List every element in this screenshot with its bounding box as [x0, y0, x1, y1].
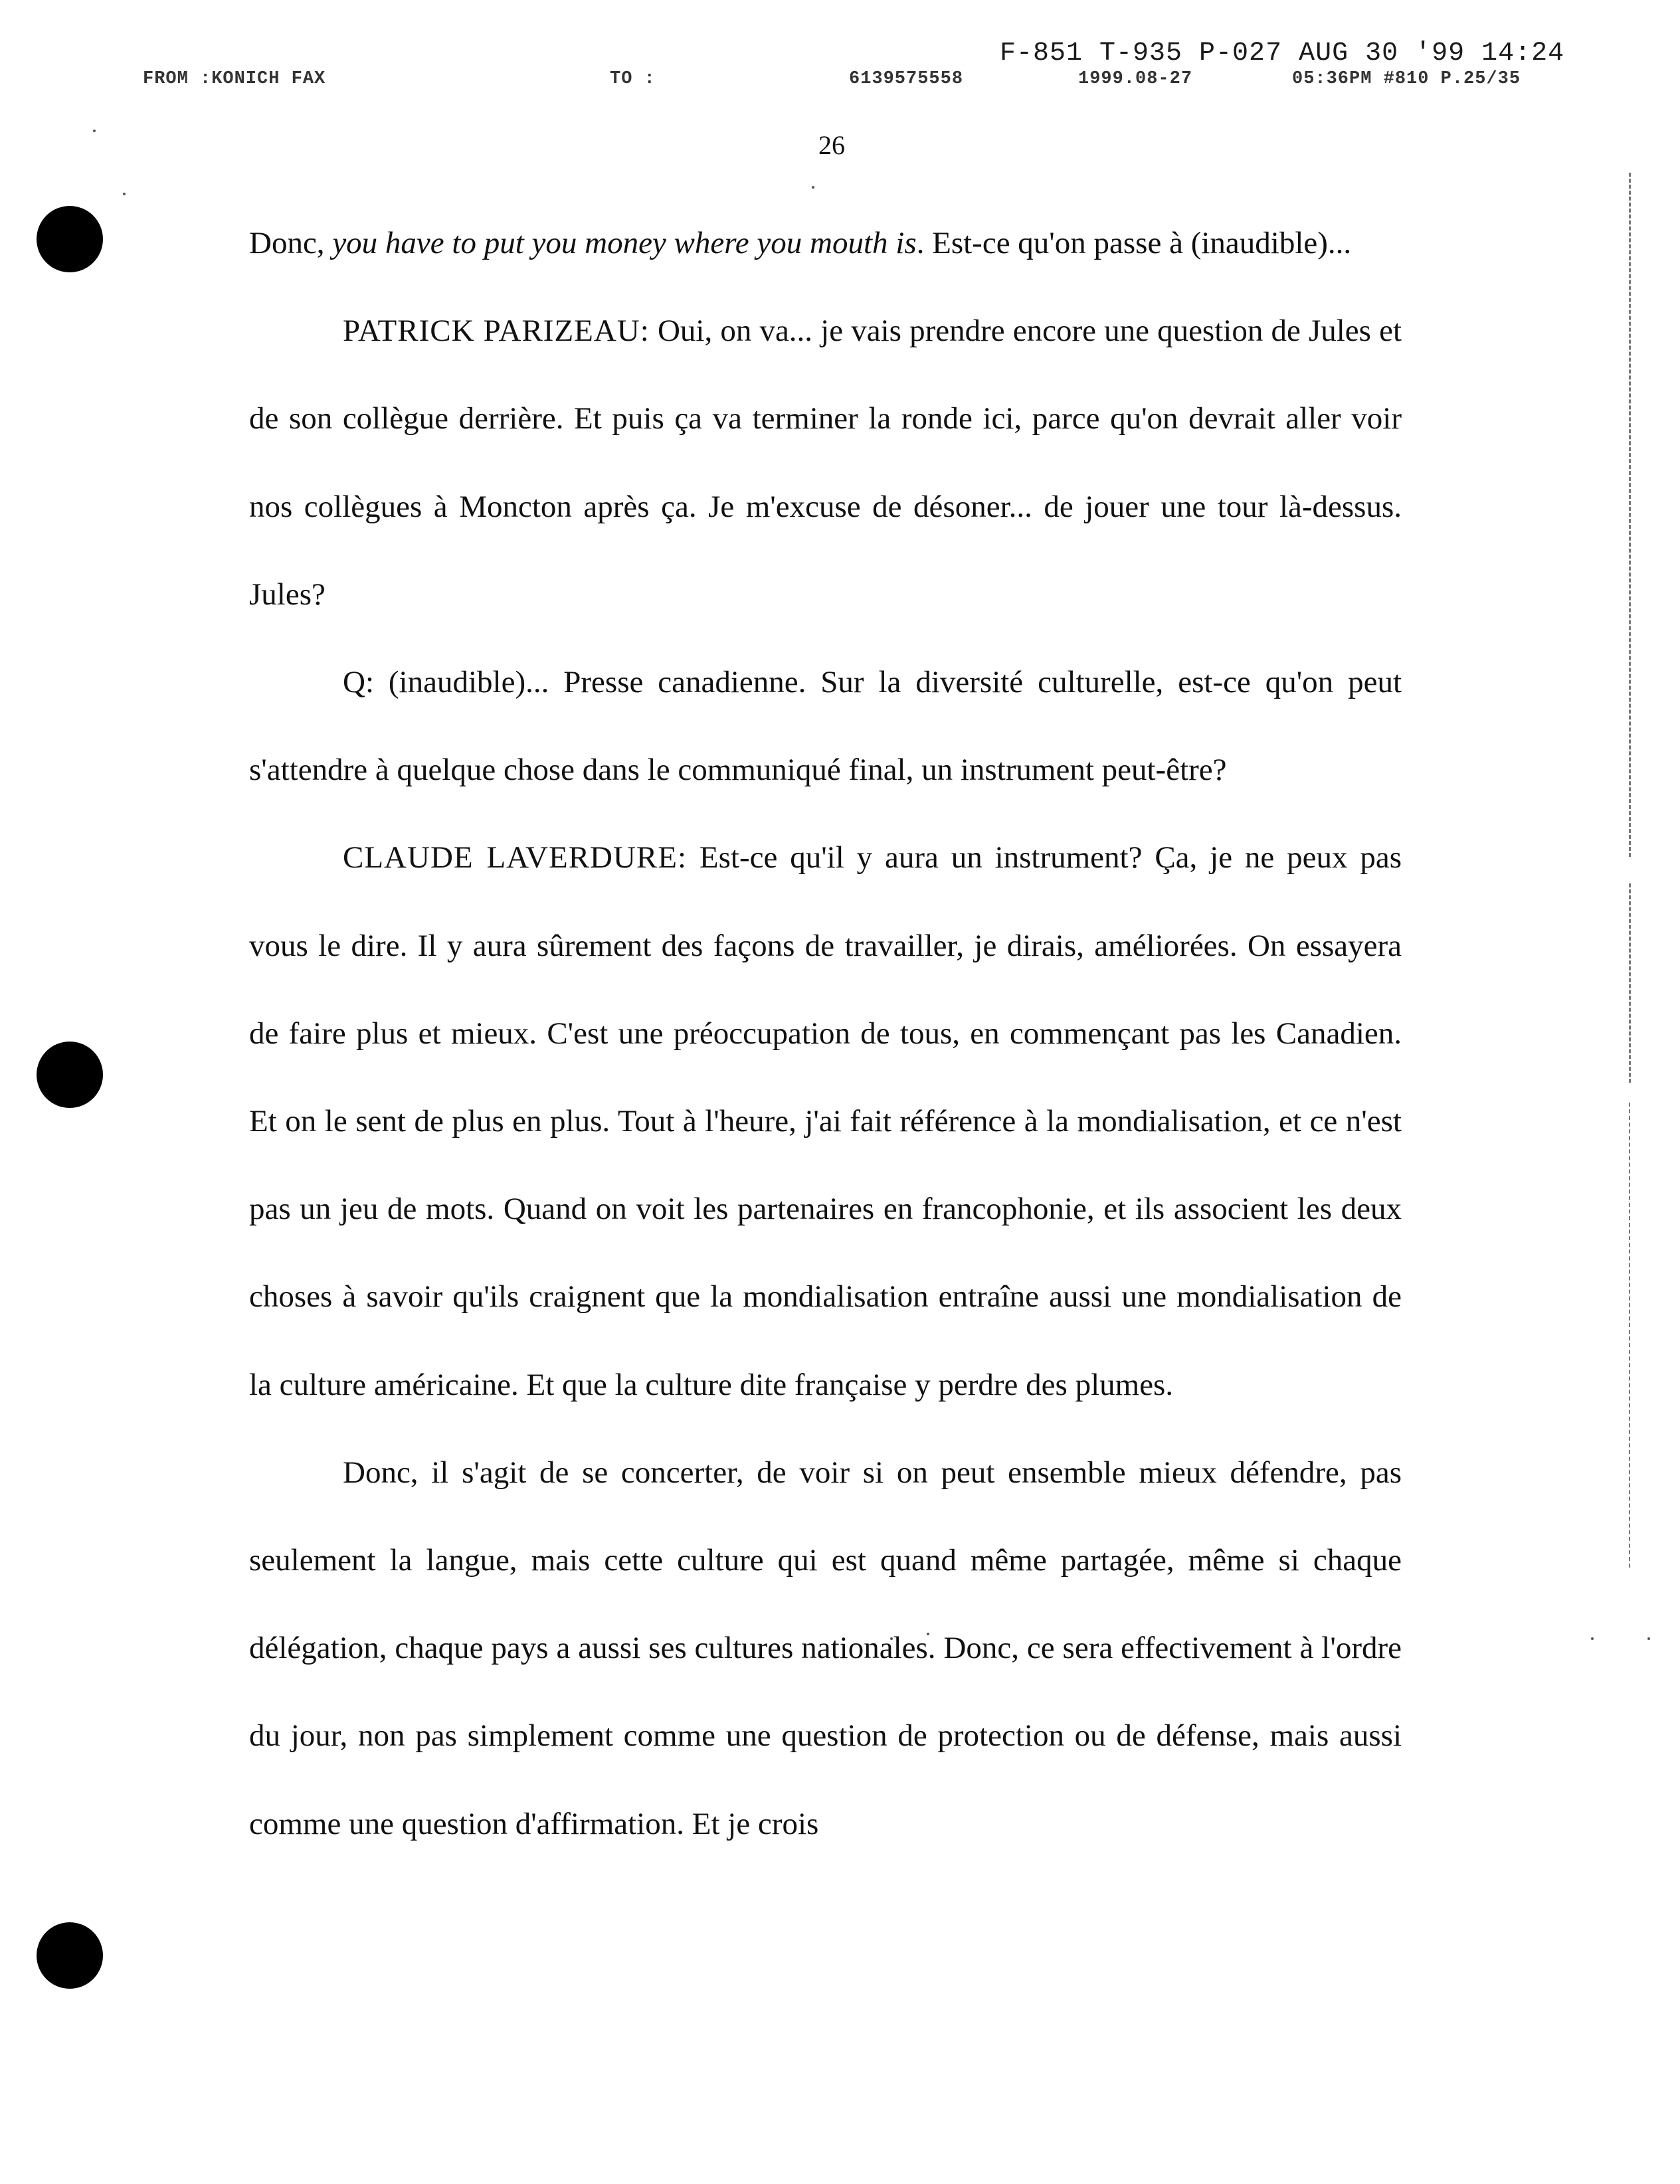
- fax-date: 1999.08-27: [1078, 69, 1193, 89]
- transcript-paragraph: [249, 199, 1402, 287]
- paragraph-text: Donc, il s'agit de se concerter, de voir si on peut ensemble mieux défendre, pas seulement la langue, mais cette culture qui est quand même partagée, même si chaque délégation, chaque pays a aussi ses cultures nationales. Donc, ce sera effectivement à l'ordre du jour, non pas simplement comme une question de protection ou de défense, mais aussi comme une question d'affirmation. Et je crois: [249, 1455, 1402, 1841]
- transcript-paragraph: [249, 287, 1402, 638]
- paragraph-text: Oui, on va... je vais prendre encore une question de Jules et de son collègue derrière. Et puis ça va terminer la ronde ici, parce qu'on devrait aller voir nos collègues à Moncton après ça. Je m'excuse de désoner... de jouer une tour là-dessus. Jules?: [249, 314, 1402, 612]
- transcript-body: [249, 199, 1402, 1868]
- scan-speck: [1591, 1637, 1594, 1640]
- paragraph-text: . Est-ce qu'on passe à (inaudible)...: [916, 226, 1352, 260]
- fax-to-field: TO :: [610, 69, 656, 89]
- paragraph-text: Donc,: [249, 226, 333, 260]
- speaker-name: CLAUDE LAVERDURE:: [343, 840, 688, 875]
- fax-transmission-line: F-851 T-935 P-027 AUG 30 '99 14:24: [1000, 39, 1565, 68]
- transcript-paragraph: [249, 1429, 1402, 1868]
- page-number: 26: [818, 130, 845, 160]
- scan-edge-mark: [1629, 173, 1631, 857]
- transcript-paragraph: [249, 638, 1402, 814]
- fax-from-field: FROM :KONICH FAX: [143, 69, 326, 89]
- scan-speck: [123, 193, 126, 195]
- scan-speck: [1647, 1637, 1650, 1640]
- punch-hole: [37, 1042, 103, 1108]
- italic-quote: you have to put you money where you mouth is: [332, 226, 917, 260]
- punch-hole: [37, 206, 103, 272]
- transcript-paragraph: [249, 814, 1402, 1428]
- scan-speck: [93, 130, 96, 132]
- paragraph-text: Q: (inaudible)... Presse canadienne. Sur la diversité culturelle, est-ce qu'on peut s'attendre à quelque chose dans le communiqué final, un instrument peut-être?: [249, 665, 1402, 788]
- scan-edge-mark: [1629, 1103, 1630, 1568]
- speaker-name: PATRICK PARIZEAU:: [343, 314, 650, 349]
- paragraph-text: Est-ce qu'il y aura un instrument? Ça, je ne peux pas vous le dire. Il y aura sûrement des façons de travailler, je dirais, améliorées. On essayera de faire plus et mieux. C'est une préoccupation de tous, en commençant pas les Canadien. Et on le sent de plus en plus. Tout à l'heure, j'ai fait référence à la mondialisation, et ce n'est pas un jeu de mots. Quand on voit les partenaires en francophonie, et ils associent les deux choses à savoir qu'ils craignent que la mondialisation entraîne aussi une mondialisation de la culture américaine. Et que la culture dite française y perdre des plumes.: [249, 840, 1402, 1402]
- fax-time-page: 05:36PM #810 P.25/35: [1292, 69, 1521, 89]
- scan-speck: [812, 186, 814, 189]
- scan-edge-mark: [1629, 883, 1631, 1083]
- fax-phone-number: 6139575558: [849, 69, 964, 89]
- punch-hole: [37, 1922, 103, 1989]
